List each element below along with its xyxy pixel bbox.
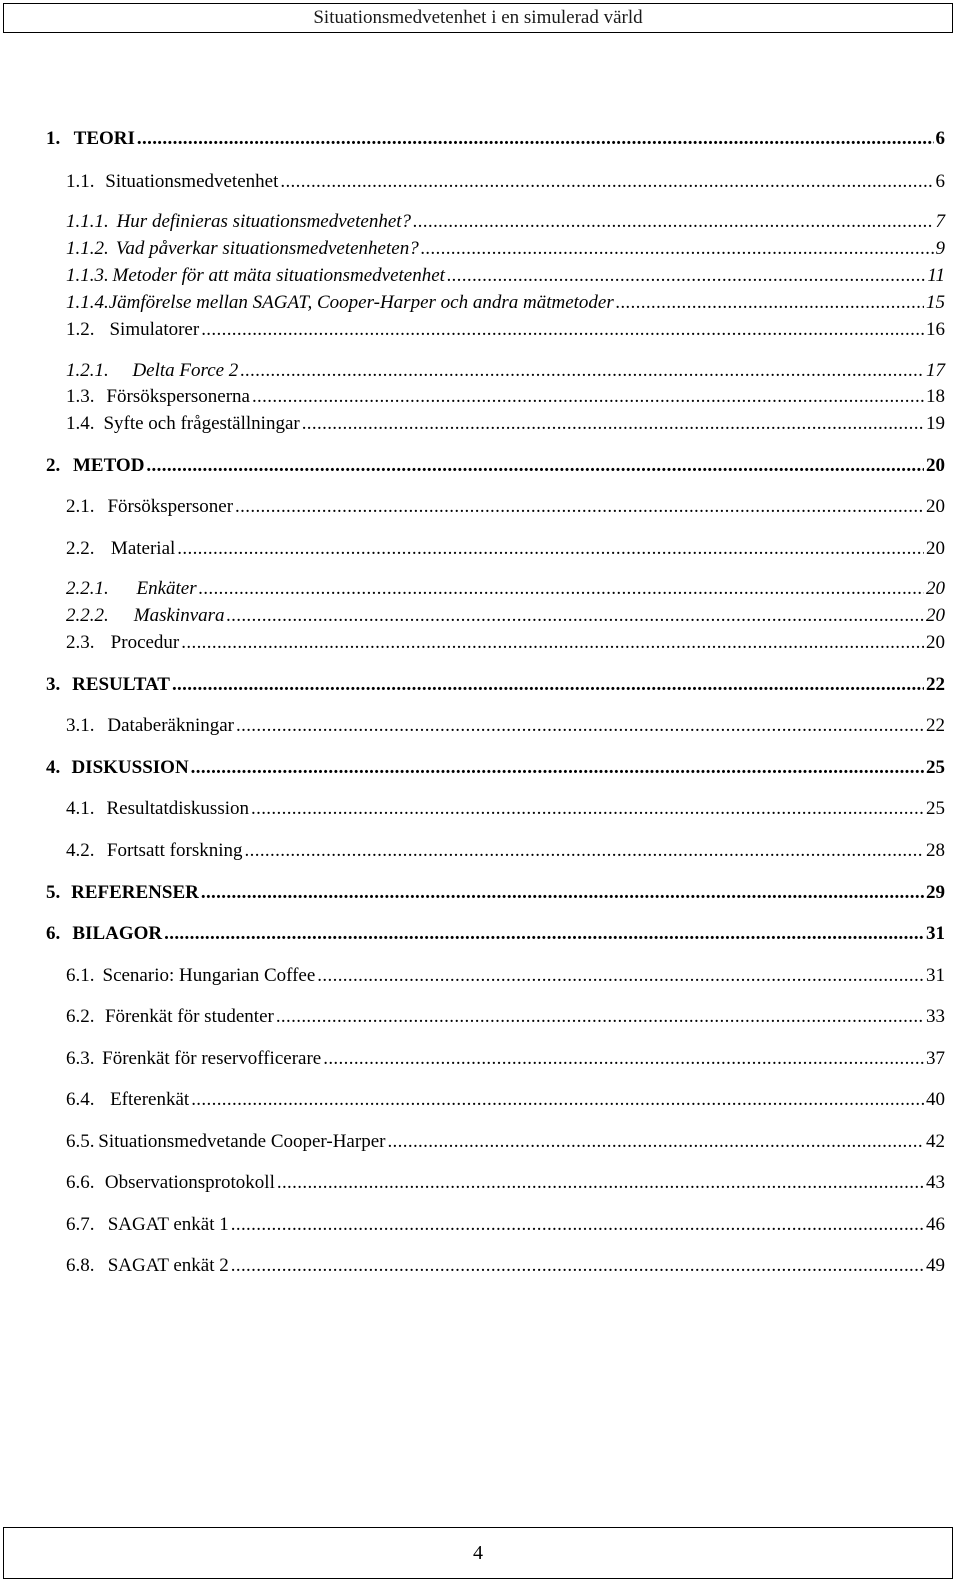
toc-entry-page: 20: [926, 538, 945, 559]
toc-dot-leader: [177, 538, 924, 560]
toc-entry-number: 2.2.1.: [66, 578, 109, 599]
toc-entry-page: 42: [926, 1131, 945, 1152]
toc-entry[interactable]: [66, 1214, 945, 1236]
toc-entry-number: 6.4.: [66, 1089, 95, 1110]
toc-entry-title: Simulatorer: [109, 319, 200, 340]
toc-dot-leader: [231, 1214, 924, 1236]
toc-dot-leader: [276, 1006, 924, 1028]
toc-entry-title: METOD: [72, 455, 145, 476]
toc-entry[interactable]: [46, 455, 945, 477]
toc-entry[interactable]: [66, 265, 945, 287]
toc-entry-page: 29: [926, 882, 945, 903]
toc-entry-page: 25: [926, 798, 945, 819]
toc-entry-number: 4.1.: [66, 798, 95, 819]
toc-entry-number: 6.8.: [66, 1255, 95, 1276]
toc-entry-page: 40: [926, 1089, 945, 1110]
toc-entry-title: Hur definieras situationsmedvetenhet?: [116, 211, 412, 232]
toc-entry-title: Scenario: Hungarian Coffee: [102, 965, 316, 986]
toc-entry-page: 16: [926, 319, 945, 340]
toc-entry-page: 43: [926, 1172, 945, 1193]
toc-entry-title: Observationsprotokoll: [104, 1172, 275, 1193]
toc-entry-title: Fortsatt forskning: [106, 840, 243, 861]
toc-entry-title: Maskinvara: [133, 605, 225, 626]
toc-entry-page: 20: [926, 455, 945, 476]
page-number: 4: [473, 1542, 483, 1564]
toc-entry-page: 28: [926, 840, 945, 861]
toc-entry-page: 19: [926, 413, 945, 434]
toc-entry[interactable]: [66, 578, 945, 600]
toc-entry[interactable]: [46, 757, 945, 779]
toc-entry-title: Delta Force 2: [132, 360, 239, 381]
toc-entry[interactable]: [66, 1048, 945, 1070]
toc-entry-title: Förenkät för reservofficerare: [102, 1048, 322, 1069]
toc-entry[interactable]: [66, 538, 945, 560]
toc-entry-page: 46: [926, 1214, 945, 1235]
toc-entry[interactable]: [66, 632, 945, 654]
toc-entry-title: Procedur: [110, 632, 180, 653]
toc-dot-leader: [172, 674, 924, 696]
toc-dot-leader: [164, 923, 924, 945]
toc-entry[interactable]: [66, 211, 945, 233]
toc-dot-leader: [616, 292, 924, 314]
toc-entry[interactable]: [66, 496, 945, 518]
toc-entry-title: Vad påverkar situationsmedvetenheten?: [115, 238, 419, 259]
toc-entry-page: 20: [926, 632, 945, 653]
toc-entry-title: Databeräkningar: [107, 715, 234, 736]
toc-entry-number: 1.2.1.: [66, 360, 109, 381]
toc-dot-leader: [251, 798, 924, 820]
toc-entry[interactable]: [46, 674, 945, 696]
toc-entry-number: 6.3.: [66, 1048, 95, 1069]
toc-entry-number: 2.2.2.: [66, 605, 109, 626]
toc-entry-title: Förenkät för studenter: [104, 1006, 274, 1027]
toc-entry-page: 17: [926, 360, 945, 381]
toc-entry-page: 31: [926, 923, 945, 944]
toc-entry-number: 4.2.: [66, 840, 95, 861]
toc-entry[interactable]: [66, 319, 945, 341]
toc-entry-number: 1.: [46, 128, 61, 149]
toc-entry[interactable]: [66, 386, 945, 408]
toc-entry[interactable]: [66, 413, 945, 435]
toc-entry-number: 2.3.: [66, 632, 95, 653]
toc-entry-page: 20: [926, 605, 945, 626]
toc-entry[interactable]: [66, 1131, 945, 1153]
toc-entry[interactable]: [66, 238, 945, 260]
toc-entry[interactable]: [46, 923, 945, 945]
toc-dot-leader: [137, 128, 934, 150]
toc-dot-leader: [240, 360, 924, 382]
toc-entry-page: 20: [926, 496, 945, 517]
toc-entry-title: Efterenkät: [110, 1089, 190, 1110]
toc-entry[interactable]: [66, 965, 945, 987]
toc-entry-number: 1.1.1.: [66, 211, 109, 232]
toc-entry-number: 6.1.: [66, 965, 95, 986]
toc-entry-number: 4.: [46, 757, 61, 778]
toc-dot-leader: [227, 605, 924, 627]
toc-entry[interactable]: [66, 1006, 945, 1028]
toc-entry-number: 1.2.: [66, 319, 95, 340]
toc-entry-page: 6: [935, 128, 945, 149]
toc-entry-number: 2.1.: [66, 496, 95, 517]
toc-dot-leader: [245, 840, 924, 862]
header-title: Situationsmedvetenhet i en simulerad värld: [313, 7, 643, 28]
toc-entry-title: BILAGOR: [72, 923, 163, 944]
toc-entry-title: Situationsmedvetenhet: [105, 171, 279, 192]
toc-entry[interactable]: [66, 798, 945, 820]
toc-entry-page: 49: [926, 1255, 945, 1276]
toc-dot-leader: [181, 632, 924, 654]
toc-dot-leader: [236, 715, 924, 737]
toc-dot-leader: [252, 386, 924, 408]
toc-entry[interactable]: [66, 292, 945, 314]
toc-entry-number: 6.7.: [66, 1214, 95, 1235]
toc-entry-title: Försökspersoner: [107, 496, 234, 517]
toc-entry-number: 6.6.: [66, 1172, 95, 1193]
toc-entry-page: 22: [926, 674, 945, 695]
toc-entry-page: 11: [927, 265, 945, 286]
toc-dot-leader: [201, 319, 924, 341]
toc-dot-leader: [191, 1089, 924, 1111]
toc-entry-number: 2.2.: [66, 538, 95, 559]
toc-entry-page: 18: [926, 386, 945, 407]
toc-entry-title: Situationsmedvetande Cooper-Harper: [98, 1131, 386, 1152]
toc-dot-leader: [387, 1131, 924, 1153]
toc-entry[interactable]: [66, 1089, 945, 1111]
toc-entry-title: Jämförelse mellan SAGAT, Cooper-Harper och andra mätmetoder: [108, 292, 614, 313]
toc-entry[interactable]: [66, 171, 945, 193]
toc-dot-leader: [317, 965, 924, 987]
toc-entry-title: Resultatdiskussion: [106, 798, 249, 819]
toc-dot-leader: [280, 171, 933, 193]
toc-entry-number: 1.1.4.: [66, 292, 109, 313]
toc-dot-leader: [277, 1172, 924, 1194]
toc-entry-number: 1.4.: [66, 413, 95, 434]
toc-entry[interactable]: [46, 128, 945, 150]
toc-dot-leader: [413, 211, 933, 233]
toc-entry-page: 6: [935, 171, 945, 192]
toc-entry-number: 1.3.: [66, 386, 95, 407]
toc-entry-page: 25: [926, 757, 945, 778]
toc-entry[interactable]: [66, 605, 945, 627]
toc-entry[interactable]: [66, 715, 945, 737]
toc-entry-page: 15: [926, 292, 945, 313]
toc-entry-title: REFERENSER: [71, 882, 199, 903]
toc-dot-leader: [201, 882, 924, 904]
toc-entry-title: SAGAT enkät 1: [107, 1214, 229, 1235]
toc-entry-page: 22: [926, 715, 945, 736]
toc-dot-leader: [146, 455, 924, 477]
toc-entry-page: 37: [926, 1048, 945, 1069]
toc-entry-page: 33: [926, 1006, 945, 1027]
toc-entry[interactable]: [46, 882, 945, 904]
toc-entry-number: 6.5.: [66, 1131, 95, 1152]
toc-dot-leader: [231, 1255, 924, 1277]
toc-entry-title: SAGAT enkät 2: [107, 1255, 229, 1276]
toc-entry-title: Metoder för att mäta situationsmedvetenhet: [112, 265, 445, 286]
toc-entry[interactable]: [66, 1255, 945, 1277]
toc-entry-page: 31: [926, 965, 945, 986]
toc-entry-number: 1.1.3.: [66, 265, 109, 286]
toc-entry-page: 20: [926, 578, 945, 599]
toc-entry-title: Material: [110, 538, 176, 559]
toc-entry-title: RESULTAT: [72, 674, 170, 695]
toc-dot-leader: [323, 1048, 924, 1070]
page-footer: [3, 1527, 953, 1579]
toc-entry-number: 3.1.: [66, 715, 95, 736]
toc-entry[interactable]: [66, 360, 945, 382]
toc-dot-leader: [235, 496, 924, 518]
toc-entry[interactable]: [66, 1172, 945, 1194]
toc-entry-number: 3.: [46, 674, 61, 695]
toc-entry-page: 7: [935, 211, 945, 232]
toc-dot-leader: [191, 757, 924, 779]
toc-dot-leader: [199, 578, 924, 600]
toc-entry-number: 5.: [46, 882, 61, 903]
toc-dot-leader: [421, 238, 934, 260]
toc-entry-title: Syfte och frågeställningar: [103, 413, 300, 434]
toc-entry[interactable]: [66, 840, 945, 862]
toc-dot-leader: [447, 265, 925, 287]
toc-entry-number: 6.2.: [66, 1006, 95, 1027]
toc-entry-title: DISKUSSION: [71, 757, 189, 778]
toc-entry-title: TEORI: [73, 128, 135, 149]
toc-entry-title: Försökspersonerna: [106, 386, 250, 407]
toc-entry-number: 2.: [46, 455, 61, 476]
toc-entry-number: 1.1.2.: [66, 238, 109, 259]
toc-dot-leader: [302, 413, 924, 435]
toc-entry-number: 1.1.: [66, 171, 95, 192]
toc-entry-title: Enkäter: [136, 578, 197, 599]
toc-entry-number: 6.: [46, 923, 61, 944]
toc-entry-page: 9: [935, 238, 945, 259]
